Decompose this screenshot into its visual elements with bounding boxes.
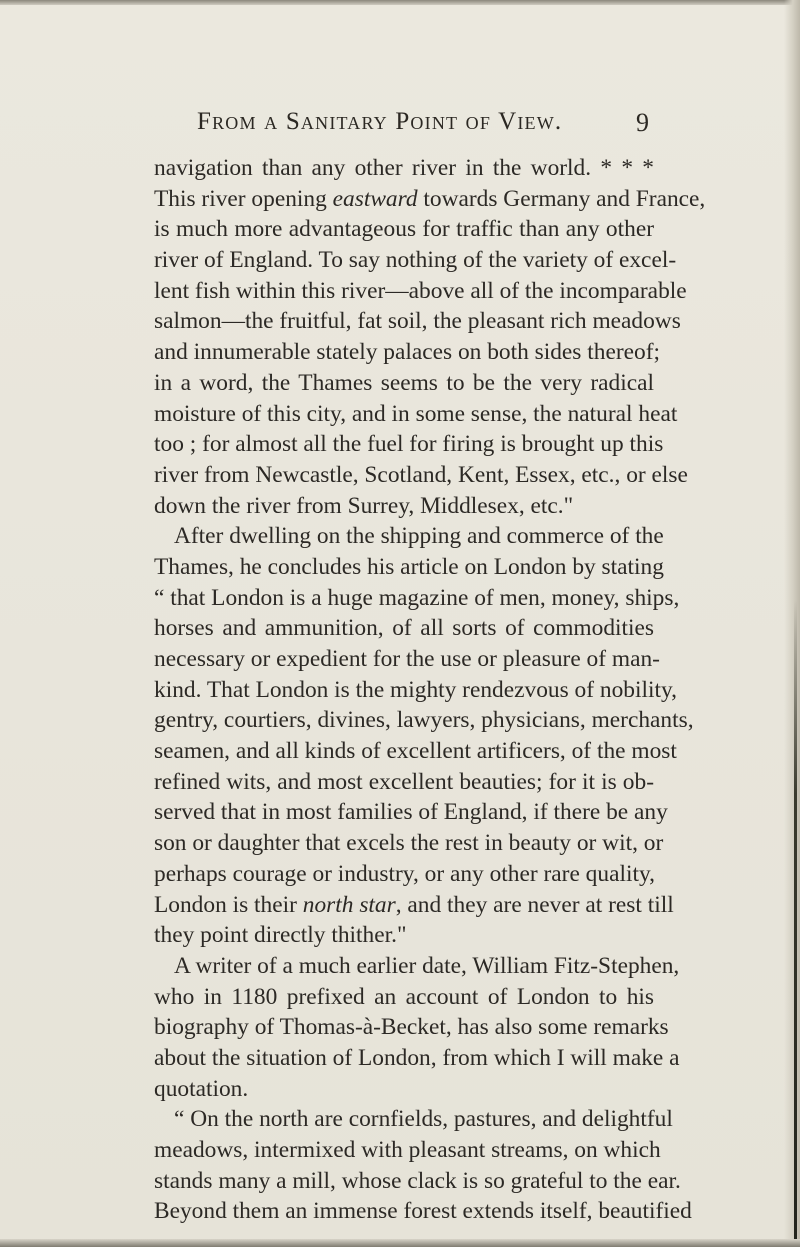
text-line: in a word, the Thames seems to be the very radical <box>154 369 654 396</box>
binding-edge-line <box>794 600 797 1247</box>
text-line: they point directly thither." <box>154 922 407 949</box>
text-line: salmon—the fruitful, fat soil, the pleasant rich meadows <box>154 308 681 335</box>
text-line: served that in most families of England, if there be any <box>154 799 668 826</box>
text-line: Thames, he concludes his article on London by stating <box>154 553 664 580</box>
text-line: perhaps courage or industry, or any other rare quality, <box>154 860 655 887</box>
text-line: river of England. To say nothing of the variety of excel- <box>154 247 677 274</box>
page-top-edge <box>0 0 800 5</box>
text-line: is much more advantageous for traffic than any other <box>154 216 654 243</box>
text-line: gentry, courtiers, divines, lawyers, physicians, merchants, <box>154 707 694 734</box>
text-line: moisture of this city, and in some sense, the natural heat <box>154 400 678 427</box>
text-line: seamen, and all kinds of excellent artificers, of the most <box>154 738 677 765</box>
text-line: navigation than any other river in the world. * * * <box>154 155 654 181</box>
text-line: necessary or expedient for the use or pleasure of man- <box>154 646 660 672</box>
text-line: river from Newcastle, Scotland, Kent, Essex, etc., or else <box>154 461 688 488</box>
text-line: lent fish within this river—above all of the incomparable <box>154 277 687 304</box>
page-right-edge-shadow <box>784 0 800 1247</box>
text-line: London is their north star, and they are never at rest till <box>154 891 674 918</box>
paragraph-2 <box>154 521 694 951</box>
page-bottom-edge <box>0 1239 800 1247</box>
italic-north-star: north star <box>302 891 396 918</box>
text-line: After dwelling on the shipping and commerce of the <box>174 523 664 550</box>
text-line: and innumerable stately palaces on both sides thereof; <box>154 339 660 366</box>
page-number: 9 <box>636 108 649 137</box>
text-line: kind. That London is the mighty rendezvous of nobility, <box>154 676 677 703</box>
text-line: This river opening eastward towards Germany and France, <box>154 185 706 212</box>
text-line: refined wits, and most excellent beauties; for it is ob- <box>154 768 654 795</box>
text-line: down the river from Surrey, Middlesex, etc." <box>154 492 574 519</box>
running-title: From a Sanitary Point of View. <box>197 108 563 135</box>
italic-eastward: eastward <box>332 185 418 212</box>
text-line: “ that London is a huge magazine of men, money, ships, <box>154 584 680 611</box>
text-line: A writer of a much earlier date, William Fitz-Stephen, <box>174 952 680 979</box>
text-line: horses and ammunition, of all sorts of commodities <box>154 615 654 642</box>
text-line: meadows, intermixed with pleasant streams, on which <box>154 1137 661 1163</box>
text-line: stands many a mill, whose clack is so grateful to the ear. <box>154 1167 681 1194</box>
page-header <box>0 108 800 144</box>
text-line: too ; for almost all the fuel for firing is brought up this <box>154 431 664 458</box>
text-line: about the situation of London, from which I will make a <box>154 1044 680 1071</box>
text-line: quotation. <box>154 1075 249 1102</box>
paragraph-3 <box>154 951 680 1104</box>
paragraph-4 <box>154 1104 692 1227</box>
paragraph-1 <box>154 153 706 521</box>
text-line: “ On the north are cornfields, pastures, and delightful <box>174 1106 673 1133</box>
body-text <box>154 153 706 1227</box>
text-line: son or daughter that excels the rest in beauty or wit, or <box>154 830 664 857</box>
text-line: biography of Thomas-à-Becket, has also some remarks <box>154 1014 669 1041</box>
text-line: who in 1180 prefixed an account of London to his <box>154 983 654 1010</box>
text-line: Beyond them an immense forest extends itself, beautified <box>154 1198 692 1225</box>
